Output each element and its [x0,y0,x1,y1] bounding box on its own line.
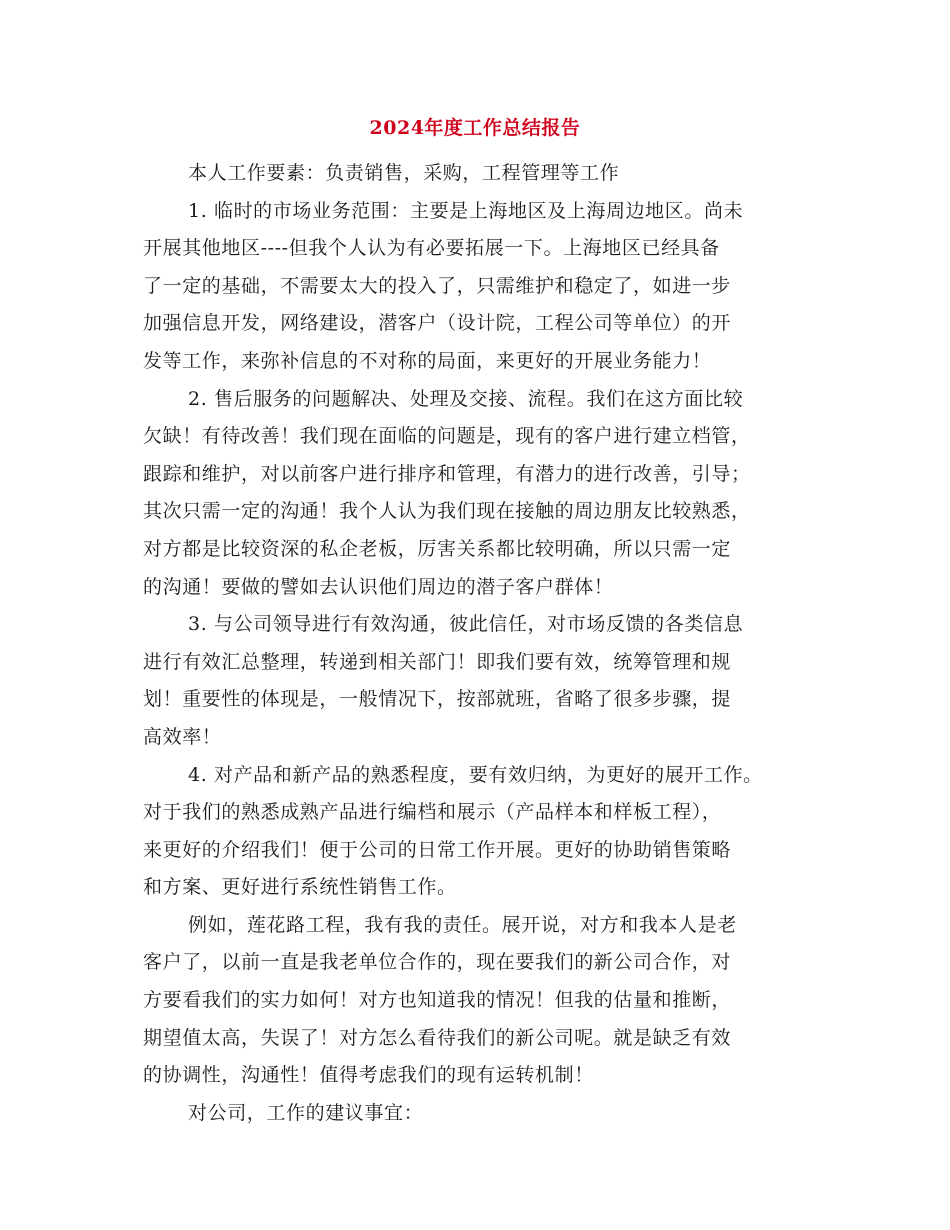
paragraph-line: 欠缺！有待改善！我们现在面临的问题是，现有的客户进行建立档管， [143,425,751,448]
paragraph-line: 1. 临时的市场业务范围：主要是上海地区及上海周边地区。尚未 [188,199,744,222]
paragraph-line: 2. 售后服务的问题解决、处理及交接、流程。我们在这方面比较 [188,387,744,410]
paragraph-line: 对于我们的熟悉成熟产品进行编档和展示（产品样本和样板工程）， [143,801,722,824]
paragraph-line: 加强信息开发，网络建设，潜客户（设计院，工程公司等单位）的开 [143,312,732,335]
paragraph-line: 对公司，工作的建议事宜： [188,1101,424,1124]
paragraph-line: 例如，莲花路工程，我有我的责任。展开说，对方和我本人是老 [188,913,737,936]
paragraph-line: 和方案、更好进行系统性销售工作。 [143,876,457,899]
paragraph-line: 跟踪和维护，对以前客户进行排序和管理，有潜力的进行改善，引导； [143,462,751,485]
paragraph-line: 进行有效汇总整理，转递到相关部门！即我们要有效，统筹管理和规 [143,650,732,673]
paragraph-line: 开展其他地区----但我个人认为有必要拓展一下。上海地区已经具备 [143,237,720,260]
paragraph-line: 客户了，以前一直是我老单位合作的，现在要我们的新公司合作，对 [143,951,732,974]
paragraph-line: 划！重要性的体现是，一般情况下，按部就班，省略了很多步骤，提 [143,688,732,711]
document-body [143,155,813,1132]
paragraph-line: 方要看我们的实力如何！对方也知道我的情况！但我的估量和推断， [143,989,732,1012]
paragraph-line: 了一定的基础，不需要太大的投入了，只需维护和稳定了，如进一步 [143,274,732,297]
paragraph-line: 的沟通！要做的譬如去认识他们周边的潜子客户群体！ [143,575,614,598]
paragraph-line: 发等工作，来弥补信息的不对称的局面，来更好的开展业务能力！ [143,349,712,372]
paragraph-line: 的协调性，沟通性！值得考虑我们的现有运转机制！ [143,1064,594,1087]
paragraph-line: 期望值太高，失误了！对方怎么看待我们的新公司呢。就是缺乏有效 [143,1026,732,1049]
document-title: 2024年度工作总结报告 [369,117,581,139]
paragraph-line: 3. 与公司领导进行有效沟通，彼此信任，对市场反馈的各类信息 [188,613,744,636]
paragraph-line: 4. 对产品和新产品的熟悉程度，要有效归纳，为更好的展开工作。 [188,763,763,786]
paragraph-line: 来更好的介绍我们！便于公司的日常工作开展。更好的协助销售策略 [143,838,732,861]
paragraph-line: 高效率！ [143,725,222,748]
paragraph-line: 其次只需一定的沟通！我个人认为我们现在接触的周边朋友比较熟悉， [143,500,751,523]
paragraph-line: 本人工作要素：负责销售，采购，工程管理等工作 [188,162,620,184]
paragraph-line: 对方都是比较资深的私企老板，厉害关系都比较明确，所以只需一定 [143,537,732,560]
